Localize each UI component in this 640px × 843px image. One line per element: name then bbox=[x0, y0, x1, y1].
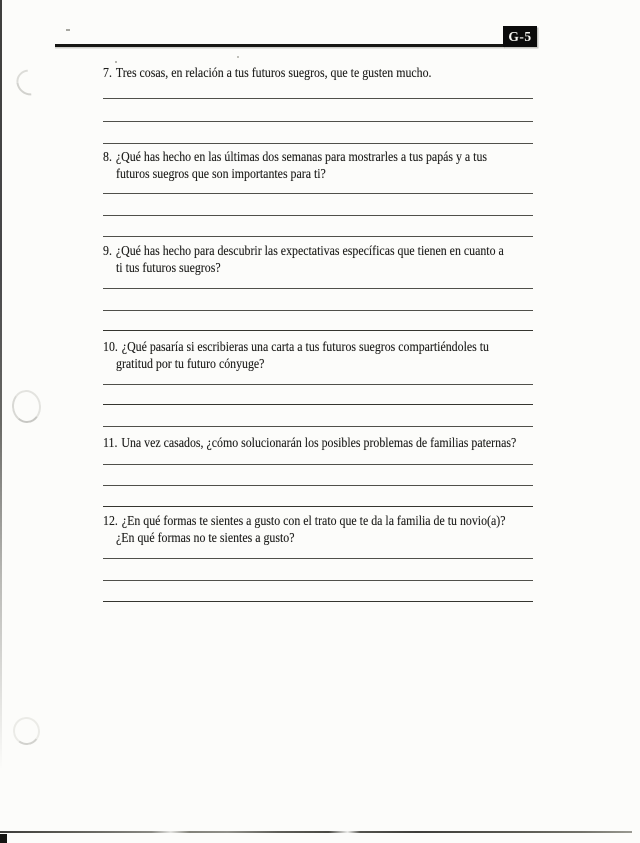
scan-edge-artifact bbox=[0, 0, 2, 770]
answer-line bbox=[103, 385, 533, 405]
question-item bbox=[103, 338, 533, 427]
answer-line bbox=[103, 99, 533, 122]
question-text-line: ¿Qué has hecho para descubrir las expectativas específicas que tienen en cuanto a bbox=[115, 243, 504, 258]
question-number: 8. bbox=[103, 149, 112, 164]
question-number: 7. bbox=[103, 65, 112, 80]
question-text-line: gratitud por tu futuro cónyuge? bbox=[116, 356, 265, 371]
answer-line bbox=[103, 581, 533, 602]
question-number: 12. bbox=[103, 513, 118, 528]
question-text-line: ¿En qué formas te sientes a gusto con el trato que te da la familia de tu novio(a)? bbox=[121, 513, 506, 528]
question-item bbox=[103, 434, 533, 507]
question-number: 10. bbox=[103, 339, 118, 354]
question-text bbox=[103, 434, 517, 451]
question-number: 11. bbox=[103, 435, 118, 450]
question-text bbox=[103, 512, 506, 529]
answer-line bbox=[103, 486, 533, 507]
question-number: 9. bbox=[103, 243, 112, 258]
hole-punch-artifact bbox=[11, 715, 42, 746]
scan-speck bbox=[115, 61, 117, 63]
question-text-line: ¿Qué has hecho en las últimas dos semanas para mostrarles a tus papás y a tus bbox=[115, 149, 488, 164]
page-label: G-5 bbox=[503, 26, 537, 47]
answer-line bbox=[103, 311, 533, 331]
answer-line bbox=[103, 122, 533, 144]
question-text bbox=[103, 338, 489, 355]
answer-line bbox=[103, 182, 533, 194]
answer-line bbox=[103, 405, 533, 427]
answer-line bbox=[103, 216, 533, 237]
scan-corner-mark bbox=[0, 834, 7, 843]
scan-speck bbox=[66, 29, 70, 31]
question-item bbox=[103, 512, 533, 602]
answer-line bbox=[103, 276, 533, 289]
question-item bbox=[103, 148, 533, 237]
question-text-line: Tres cosas, en relación a tus futuros suegros, que te gusten mucho. bbox=[115, 65, 432, 80]
question-text-line: ¿Qué pasaría si escribieras una carta a tus futuros suegros compartiéndoles tu bbox=[121, 339, 489, 354]
question-text-line: ¿En qué formas no te sientes a gusto? bbox=[116, 530, 295, 545]
question-text bbox=[103, 64, 481, 81]
question-text bbox=[103, 242, 504, 259]
header-rule bbox=[55, 44, 505, 47]
question-text-line: ti tus futuros suegros? bbox=[116, 260, 221, 275]
answer-line bbox=[103, 559, 533, 581]
scan-scuff-line bbox=[0, 831, 632, 833]
question-text-line: Una vez casados, ¿cómo solucionarán los posibles problemas de familias paternas? bbox=[121, 435, 517, 450]
answer-line bbox=[103, 289, 533, 311]
answer-line bbox=[103, 546, 533, 559]
question-text-line: futuros suegros que son importantes para ti? bbox=[116, 166, 326, 181]
answer-line bbox=[103, 372, 533, 385]
scan-speck bbox=[237, 56, 239, 58]
question-item bbox=[103, 242, 533, 331]
answer-line bbox=[103, 194, 533, 216]
answer-line bbox=[103, 465, 533, 486]
hole-punch-artifact bbox=[11, 64, 48, 101]
answer-line bbox=[103, 451, 533, 465]
question-text bbox=[103, 148, 488, 165]
question-item bbox=[103, 64, 533, 144]
answer-line bbox=[103, 81, 533, 99]
hole-punch-artifact bbox=[10, 389, 42, 425]
